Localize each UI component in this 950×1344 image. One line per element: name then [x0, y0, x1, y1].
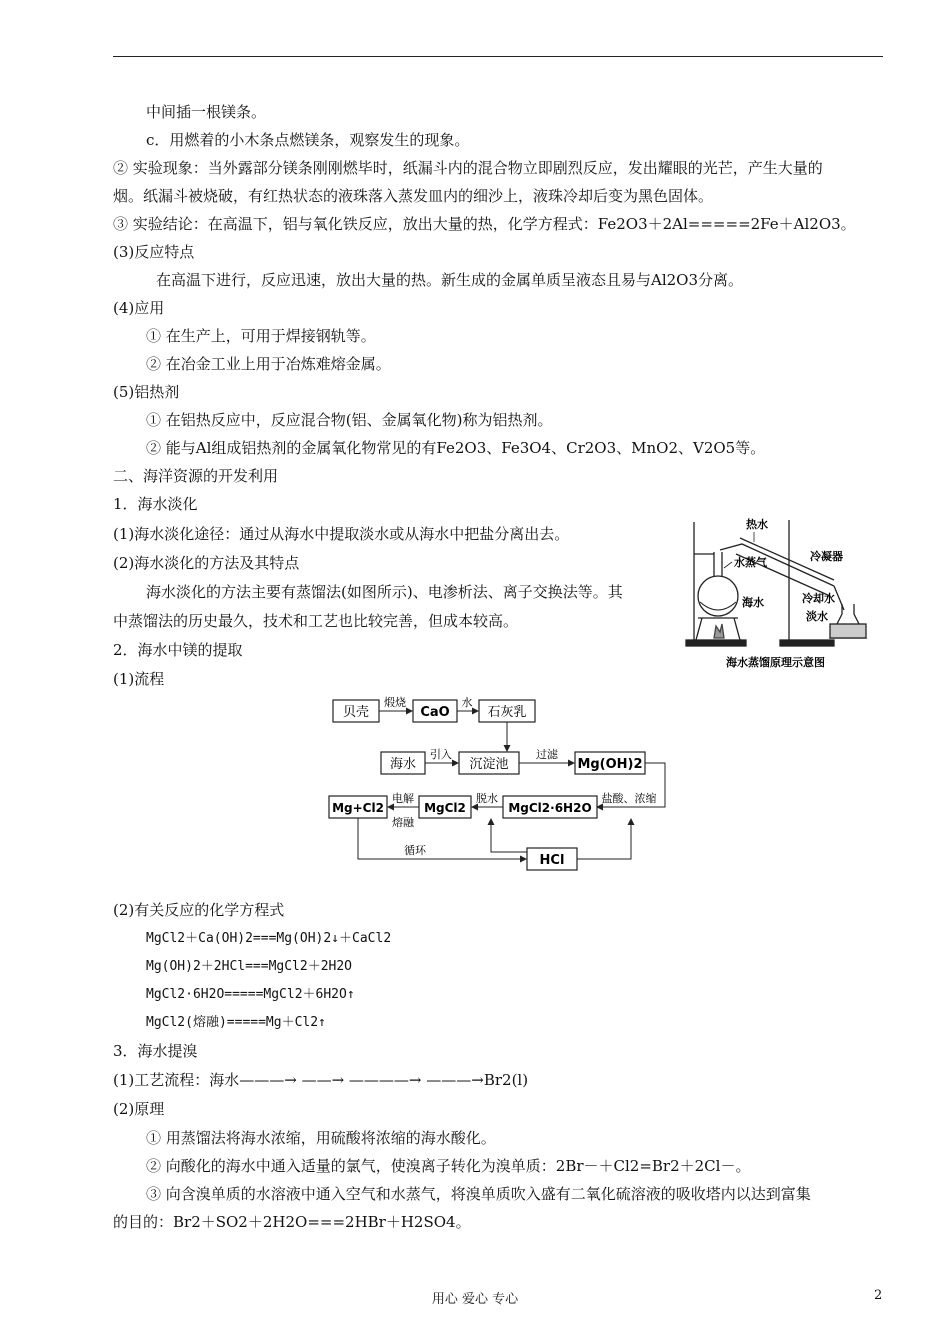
label-cooling-water: 冷却水	[802, 592, 835, 605]
text-line: ② 在冶金工业上用于冶炼难熔金属。	[146, 355, 391, 373]
text-line: ① 在生产上，可用于焊接钢轨等。	[146, 327, 376, 345]
figure-caption: 海水蒸馏原理示意图	[726, 656, 825, 669]
arrow-electrolysis-label-2: 熔融	[392, 816, 414, 829]
text-line: (2)原理	[113, 1100, 165, 1118]
text-line: 烟。纸漏斗被烧破，有红热状态的液珠落入蒸发皿内的细沙上，液珠冷却后变为黑色固体。	[113, 187, 714, 205]
box-cao-label: CaO	[420, 705, 450, 720]
box-seawater-label: 海水	[389, 757, 417, 772]
text-line: (3)反应特点	[113, 243, 195, 261]
text-line: 中蒸馏法的历史最久，技术和工艺也比较完善，但成本较高。	[113, 612, 519, 630]
arrow-water-label: 水	[461, 696, 473, 709]
equation: MgCl2＋Ca(OH)2===Mg(OH)2↓＋CaCl2	[146, 931, 392, 946]
arrow-introduce-label: 引入	[430, 748, 452, 761]
equation: MgCl2·6H2O=====MgCl2＋6H2O↑	[146, 987, 355, 1002]
arrow-calcine-label: 煅烧	[384, 696, 406, 709]
arrow-dehydrate-label: 脱水	[476, 792, 498, 805]
arrow-acid-label: 盐酸、浓缩	[601, 792, 657, 805]
label-vapor: 水蒸气	[734, 556, 767, 569]
section-heading: 二、海洋资源的开发利用	[113, 467, 279, 485]
text-line: 中间插一根镁条。	[146, 103, 267, 121]
box-hcl-label: HCl	[539, 853, 565, 868]
text-line: 1．海水淡化	[113, 495, 198, 513]
box-lime-milk-label: 石灰乳	[487, 705, 527, 720]
text-line: (1)流程	[113, 670, 165, 688]
label-condenser: 冷凝器	[810, 550, 843, 563]
text-line: 海水淡化的方法主要有蒸馏法(如图所示)、电渗析法、离子交换法等。其	[146, 583, 623, 601]
text-line: ① 在铝热反应中，反应混合物(铝、金属氧化物)称为铝热剂。	[146, 411, 553, 429]
text-line: (5)铝热剂	[113, 383, 180, 401]
text-line: ② 能与Al组成铝热剂的金属氧化物常见的有Fe2O3、Fe3O4、Cr2O3、MnO2、V2O5等。	[146, 439, 766, 457]
text-line: (2)海水淡化的方法及其特点	[113, 554, 300, 572]
text-line: (1)工艺流程：海水———→ ——→ ————→ ———→Br2(l)	[113, 1071, 529, 1089]
header-rule	[113, 56, 883, 57]
text-line: ③ 向含溴单质的水溶液中通入空气和水蒸气，将溴单质吹入盛有二氧化硫溶液的吸收塔内以达到富集	[146, 1185, 811, 1203]
text-line: ② 实验现象：当外露部分镁条刚刚燃毕时，纸漏斗内的混合物立即剧烈反应，发出耀眼的光芒，产生大量的	[113, 159, 823, 177]
box-mgcl2-label: MgCl2	[424, 801, 466, 815]
box-shell-label: 贝壳	[342, 705, 370, 720]
footer-text: 用心 爱心 专心	[431, 1292, 519, 1307]
text-line: 2．海水中镁的提取	[113, 641, 243, 659]
text-line: (1)海水淡化途径：通过从海水中提取淡水或从海水中把盐分离出去。	[113, 525, 570, 543]
arrow-cycle-label: 循环	[404, 844, 426, 857]
box-mgcl2-hydrate-label: MgCl2·6H2O	[508, 801, 592, 815]
text-line: (4)应用	[113, 299, 165, 317]
label-seawater: 海水	[742, 596, 764, 609]
arrow-filter-label: 过滤	[536, 748, 558, 761]
label-fresh-water: 淡水	[806, 610, 828, 623]
text-line: 的目的：Br2＋SO2＋2H2O===2HBr＋H2SO4。	[113, 1213, 471, 1231]
equation: Mg(OH)2＋2HCl===MgCl2＋2H2O	[146, 959, 353, 974]
text-line: ① 用蒸馏法将海水浓缩，用硫酸将浓缩的海水酸化。	[146, 1129, 496, 1147]
label-hot-water: 热水	[746, 518, 768, 531]
mg-flowchart	[325, 692, 675, 872]
page-number: 2	[874, 1288, 883, 1303]
text-line: 3．海水提溴	[113, 1042, 198, 1060]
text-line: ② 向酸化的海水中通入适量的氯气，使溴离子转化为溴单质：2Br－＋Cl2=Br2＋2Cl－。	[146, 1157, 751, 1175]
box-settling-tank-label: 沉淀池	[469, 757, 509, 772]
text-line: ③ 实验结论：在高温下，铝与氧化铁反应，放出大量的热，化学方程式：Fe2O3＋2Al=====2Fe＋Al2O3。	[113, 215, 856, 233]
box-mg-cl2-label: Mg+Cl2	[332, 801, 384, 815]
text-line: c．用燃着的小木条点燃镁条，观察发生的现象。	[146, 131, 470, 149]
distillation-figure	[684, 514, 890, 674]
text-line: (2)有关反应的化学方程式	[113, 901, 285, 919]
arrow-electrolysis-label-1: 电解	[392, 792, 414, 805]
equation: MgCl2(熔融)=====Mg＋Cl2↑	[146, 1015, 326, 1030]
box-mgoh2-label: Mg(OH)2	[577, 757, 643, 772]
text-line: 在高温下进行，反应迅速，放出大量的热。新生成的金属单质呈液态且易与Al2O3分离。	[156, 271, 744, 289]
